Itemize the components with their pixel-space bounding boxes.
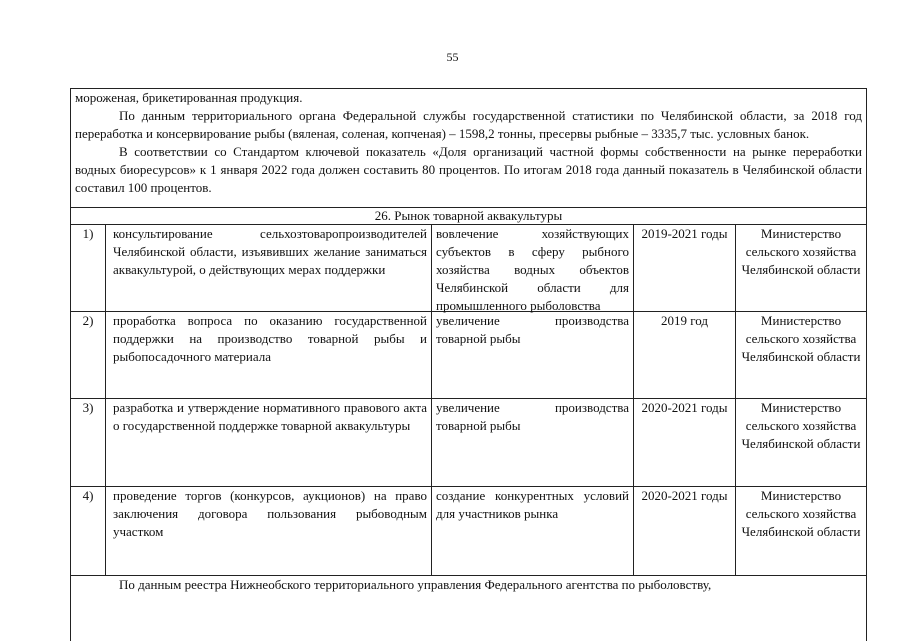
row-term: 2019-2021 годы (633, 225, 735, 311)
row-result: увеличение производства товарной рыбы (431, 312, 633, 398)
table-row (71, 487, 866, 576)
row-number: 1) (82, 226, 94, 241)
page-number: 55 (446, 50, 459, 64)
row-result: вовлечение хозяйствующих субъектов в сферу рыбного хозяйства водных объектов Челябинской области для промышленного рыболовства (431, 225, 633, 311)
table-row (71, 225, 866, 312)
row-result: создание конкурентных условий для участников рынка (431, 487, 633, 575)
row-number: 2) (82, 313, 94, 328)
row-activity: разработка и утверждение нормативного правового акта о государственной поддержке товарной аквакультуры (105, 399, 431, 486)
row-responsible: Министерство сельского хозяйства Челябинской области (735, 225, 866, 311)
table-row (71, 399, 866, 487)
row-activity: проработка вопроса по оказанию государственной поддержки на производство товарной рыбы и рыбопосадочного материала (105, 312, 431, 398)
continuation-text: По данным реестра Нижнеобского территориального управления Федерального агентства по рыболовству, (119, 577, 712, 592)
intro-paragraph-1: мороженая, брикетированная продукция. (75, 90, 303, 105)
row-responsible: Министерство сельского хозяйства Челябинской области (735, 487, 866, 575)
intro-paragraph-3: В соответствии со Стандартом ключевой показатель «Доля организаций частной формы собственности на рынке переработки водных биоресурсов» к 1 января 2022 года должен составить 80 процентов. По итогам 2018 года данный показатель в Челябинской области составил 100 процентов. (75, 144, 862, 195)
table-row (71, 312, 866, 399)
row-term: 2020-2021 годы (633, 487, 735, 575)
row-activity: проведение торгов (конкурсов, аукционов) на право заключения договора пользования рыбоводным участком (105, 487, 431, 575)
row-activity: консультирование сельхозтоваропроизводителей Челябинской области, изъявивших желание заниматься аквакультурой, о действующих мерах поддержки (105, 225, 431, 311)
row-number: 3) (82, 400, 94, 415)
row-term: 2019 год (633, 312, 735, 398)
section-title: 26. Рынок товарной аквакультуры (71, 208, 866, 225)
document-table (70, 88, 867, 641)
row-result: увеличение производства товарной рыбы (431, 399, 633, 486)
row-responsible: Министерство сельского хозяйства Челябинской области (735, 399, 866, 486)
row-responsible: Министерство сельского хозяйства Челябинской области (735, 312, 866, 398)
row-term: 2020-2021 годы (633, 399, 735, 486)
row-number: 4) (82, 488, 94, 503)
intro-paragraph-2: По данным территориального органа Федеральной службы государственной статистики по Челябинской области, за 2018 год переработка и консервирование рыбы (вяленая, соленая, копченая) – 1598,2 тонны, пресервы рыбные – 3335,7 тыс. условных банок. (75, 108, 862, 141)
intro-text (71, 89, 866, 208)
